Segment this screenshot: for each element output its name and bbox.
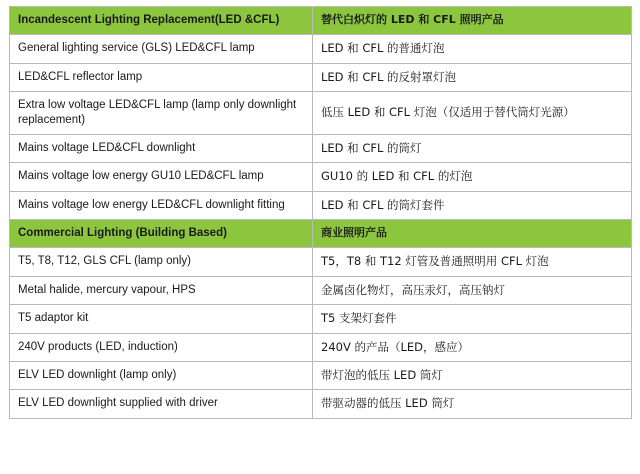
table-row [10,134,632,162]
row-label-en: Metal halide, mercury vapour, HPS [10,276,313,304]
row-label-en: Mains voltage low energy GU10 LED&CFL lamp [10,163,313,191]
table-row [10,191,632,219]
section-header-zh: 商业照明产品 [313,220,632,248]
section-header-row [10,7,632,35]
lighting-product-table [9,6,632,419]
row-label-en: ELV LED downlight supplied with driver [10,390,313,418]
row-label-zh: LED 和 CFL 的筒灯 [313,134,632,162]
table-row [10,390,632,418]
section-header-zh: 替代白炽灯的 LED 和 CFL 照明产品 [313,7,632,35]
table-row [10,361,632,389]
row-label-en: 240V products (LED, induction) [10,333,313,361]
row-label-zh: LED 和 CFL 的普通灯泡 [313,35,632,63]
row-label-zh: 金属卤化物灯，高压汞灯，高压钠灯 [313,276,632,304]
row-label-en: General lighting service (GLS) LED&CFL lamp [10,35,313,63]
row-label-en: ELV LED downlight (lamp only) [10,361,313,389]
table-row [10,92,632,135]
row-label-zh: GU10 的 LED 和 CFL 的灯泡 [313,163,632,191]
row-label-en: T5 adaptor kit [10,305,313,333]
section-header-row [10,220,632,248]
table-row [10,276,632,304]
row-label-en: Mains voltage LED&CFL downlight [10,134,313,162]
row-label-en: LED&CFL reflector lamp [10,63,313,91]
table-row [10,63,632,91]
table-row [10,333,632,361]
row-label-zh: 240V 的产品（LED，感应） [313,333,632,361]
row-label-zh: T5，T8 和 T12 灯管及普通照明用 CFL 灯泡 [313,248,632,276]
table-row [10,163,632,191]
row-label-en: Mains voltage low energy LED&CFL downlight fitting [10,191,313,219]
row-label-zh: 带驱动器的低压 LED 筒灯 [313,390,632,418]
table-row [10,305,632,333]
row-label-zh: LED 和 CFL 的反射罩灯泡 [313,63,632,91]
row-label-zh: 低压 LED 和 CFL 灯泡（仅适用于替代筒灯光源） [313,92,632,135]
section-header-en: Commercial Lighting (Building Based) [10,220,313,248]
section-header-en: Incandescent Lighting Replacement(LED &CFL) [10,7,313,35]
table-row [10,35,632,63]
row-label-zh: 带灯泡的低压 LED 筒灯 [313,361,632,389]
document-page [0,6,640,474]
row-label-en: Extra low voltage LED&CFL lamp (lamp only downlight replacement) [10,92,313,135]
table-row [10,248,632,276]
row-label-en: T5, T8, T12, GLS CFL (lamp only) [10,248,313,276]
row-label-zh: LED 和 CFL 的筒灯套件 [313,191,632,219]
row-label-zh: T5 支架灯套件 [313,305,632,333]
